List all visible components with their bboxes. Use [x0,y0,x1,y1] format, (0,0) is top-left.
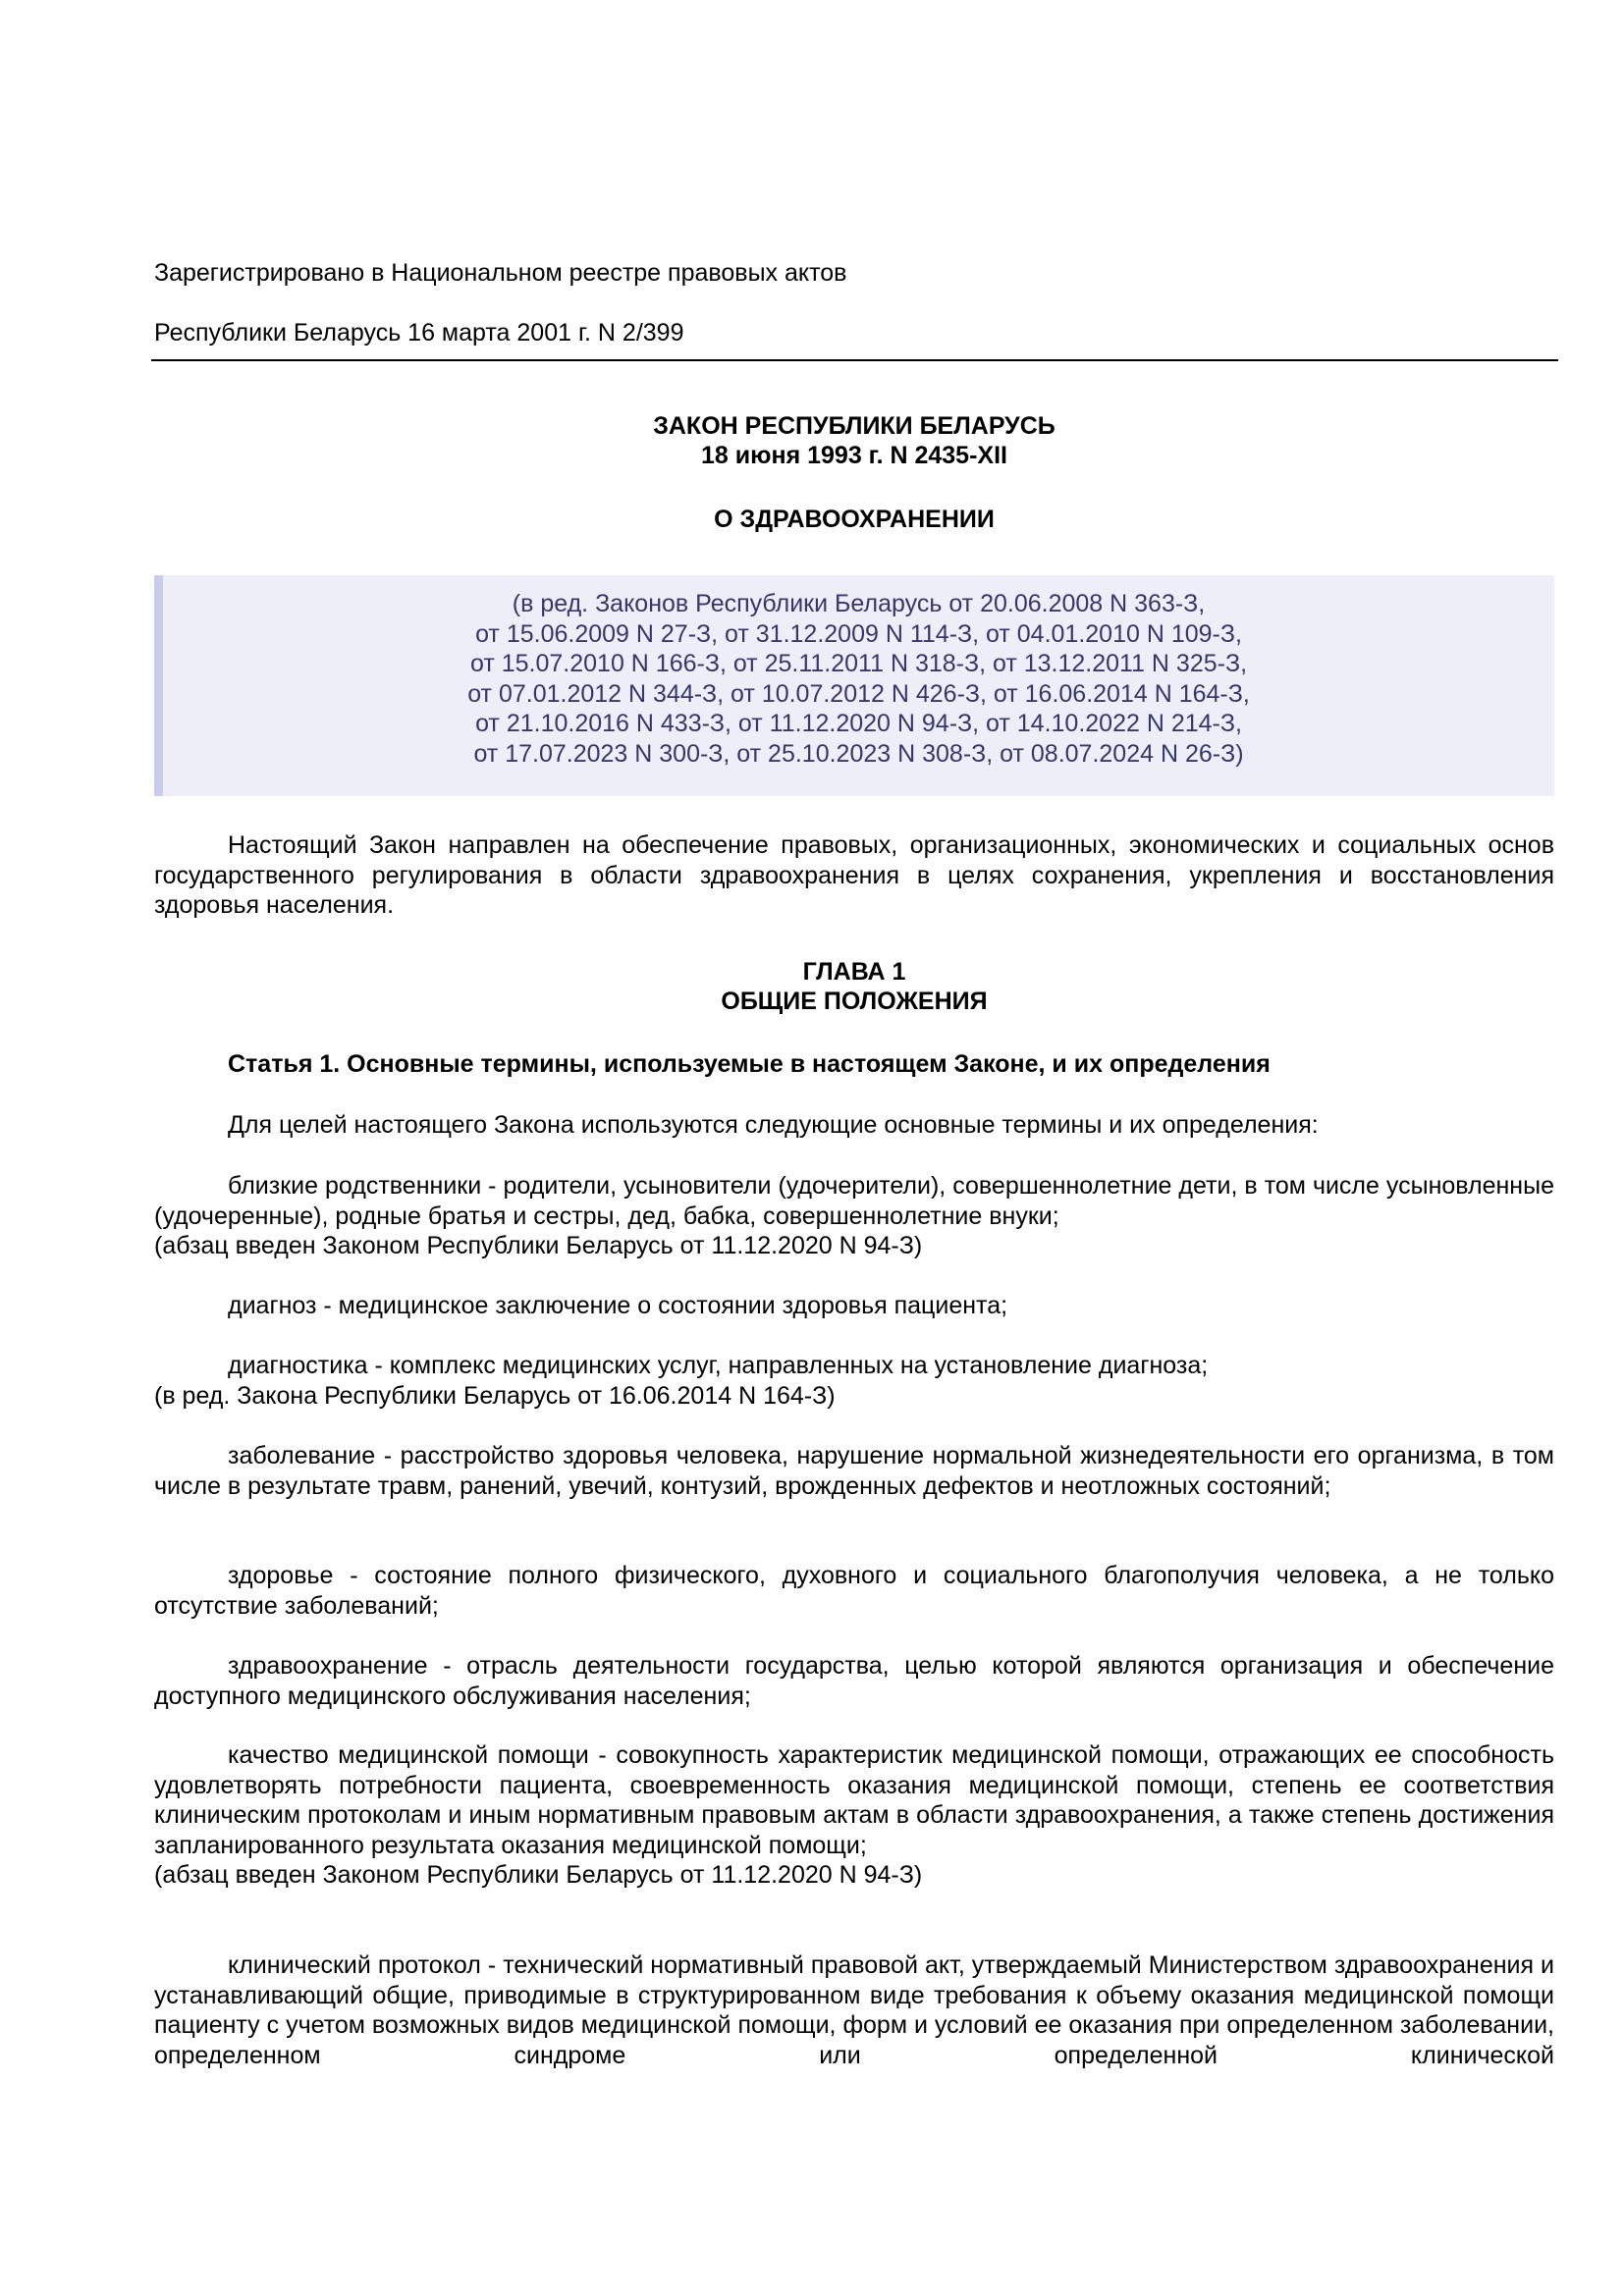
law-topic: О ЗДРАВООХРАНЕНИИ [714,506,995,533]
article-heading: Статья 1. Основные термины, используемые в настоящем Законе, и их определения [228,1050,1271,1078]
amendment-line: от 15.07.2010 N 166-З, от 25.11.2011 N 318-З, от 13.12.2011 N 325-З, [469,650,1248,677]
term-definition: диагноз - медицинское заключение о состоянии здоровья пациента; [228,1292,1008,1319]
term-definition: близкие родственники - родители, усыновители (удочерители), совершеннолетние дети, в том числе усыновленные (удочеренные), родные братья и сестры, дед, бабка, совершеннолетние внуки; [154,1172,1554,1230]
chapter-number: ГЛАВА 1 [802,958,906,986]
amendment-line: от 21.10.2016 N 433-З, от 11.12.2020 N 94-З, от 14.10.2022 N 214-З, [475,710,1242,737]
amendments-box [154,575,1554,796]
term-item [154,1291,1554,1321]
term-item [154,1561,1554,1621]
term-item [154,1651,1554,1711]
article-intro: Для целей настоящего Закона используются следующие основные термины и их определения: [228,1111,1319,1139]
preamble: Настоящий Закон направлен на обеспечение правовых, организационных, экономических и социальных основ государственного регулирования в области здравоохранения в целях сохранения, укрепления и восстановления здоровья населения. [154,831,1554,919]
chapter-title: ОБЩИЕ ПОЛОЖЕНИЯ [721,988,988,1015]
term-item [154,1171,1554,1261]
term-definition: здравоохранение - отрасль деятельности государства, целью которой являются организация и обеспечение доступного медицинского обслуживания населения; [154,1652,1554,1710]
term-definition: заболевание - расстройство здоровья человека, нарушение нормальной жизнедеятельности его организма, в том числе в результате травм, ранений, увечий, контузий, врожденных дефектов и неотложных состояний; [154,1442,1554,1500]
term-definition: качество медицинской помощи - совокупность характеристик медицинской помощи, отражающих ее способность удовлетворять потребности пациента, своевременность оказания медицинской помощи, степень ее соответствия клиническим протоколам и иным нормативным правовым актам в области здравоохранения, а также степень достижения запланированного результата оказания медицинской помощи; [154,1741,1554,1859]
amendment-line: от 15.06.2009 N 27-З, от 31.12.2009 N 114-З, от 04.01.2010 N 109-З, [475,619,1242,648]
chapter-heading [154,957,1554,1016]
law-date-number: 18 июня 1993 г. N 2435-XII [701,442,1007,469]
law-header [154,411,1554,470]
law-title: ЗАКОН РЕСПУБЛИКИ БЕЛАРУСЬ [653,412,1056,440]
amendment-line: (в ред. Законов Республики Беларусь от 20.06.2008 N 363-З, [512,590,1206,617]
amendment-note: (абзац введен Законом Республики Беларусь от 11.12.2020 N 94-З) [154,1232,923,1259]
header-divider [151,359,1558,361]
term-definition: клинический протокол - технический нормативный правовой акт, утверждаемый Министерством здравоохранения и устанавливающий общие, приводимые в структурированном виде требования к объему оказания медицинской помощи пациенту с учетом возможных видов медицинской помощи, форм и условий ее оказания при определенном заболевании, определенном синдроме или определенной клинической [154,1951,1554,2069]
term-item [154,1441,1554,1501]
amendment-note: (абзац введен Законом Республики Беларусь от 11.12.2020 N 94-З) [154,1861,923,1889]
term-item [154,1950,1554,2070]
term-definition: диагностика - комплекс медицинских услуг, направленных на установление диагноза; [228,1352,1209,1379]
registration-line-1: Зарегистрировано в Национальном реестре правовых актов [154,259,847,287]
term-item [154,1351,1554,1411]
term-definition: здоровье - состояние полного физического, духовного и социального благополучия человека, а не только отсутствие заболеваний; [154,1562,1554,1620]
term-item [154,1740,1554,1891]
amendment-line: от 17.07.2023 N 300-З, от 25.10.2023 N 308-З, от 08.07.2024 N 26-З) [473,739,1244,768]
amendment-line: от 07.01.2012 N 344-З, от 10.07.2012 N 426-З, от 16.06.2014 N 164-З, [467,679,1250,708]
amendment-note: (в ред. Закона Республики Беларусь от 16.06.2014 N 164-З) [154,1381,836,1410]
registration-line-2: Республики Беларусь 16 марта 2001 г. N 2/399 [154,319,684,347]
